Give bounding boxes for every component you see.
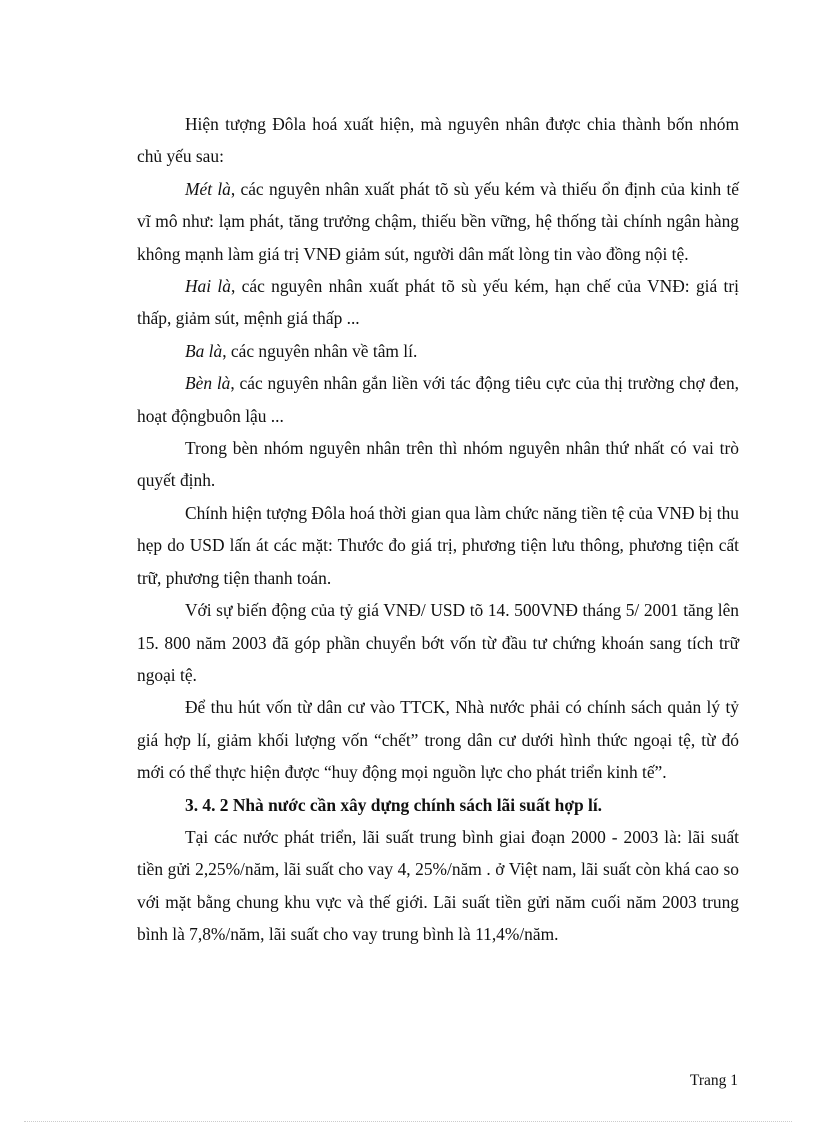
document-body xyxy=(137,108,739,951)
paragraph-reason-4: Bèn là, các nguyên nhân gắn liền với tác động tiêu cực của thị trường chợ đen, hoạt độngbuôn lậu ... xyxy=(137,373,739,426)
paragraph-intro: Hiện tượng Đôla hoá xuất hiện, mà nguyên nhân được chia thành bốn nhóm chủ yếu sau: xyxy=(137,114,739,167)
paragraph-function: Chính hiện tượng Đôla hoá thời gian qua làm chức năng tiền tệ của VNĐ bị thu hẹp do USD lấn át các mặt: Thước đo giá trị, phương tiện lưu thông, phương tiện cất trữ, phương tiện thanh toán. xyxy=(137,502,739,588)
paragraph-reason-1: Mét là, các nguyên nhân xuất phát tõ sù yếu kém và thiếu ổn định của kinh tế vĩ mô như: lạm phát, tăng trưởng chậm, thiếu bền vững, hệ thống tài chính ngân hàng không mạnh làm giá trị VNĐ giảm sút, người dân mất lòng tin vào đồng nội tệ. xyxy=(137,178,739,264)
footer-divider xyxy=(24,1121,792,1122)
paragraph-policy: Để thu hút vốn từ dân cư vào TTCK, Nhà nước phải có chính sách quản lý tỷ giá hợp lí, giảm khối lượng vốn “chết” trong dân cư dưới hình thức ngoại tệ, từ đó mới có thể thực hiện được “huy động mọi nguồn lực cho phát triển kinh tế”. xyxy=(137,697,739,783)
paragraph-interest-rate: Tại các nước phát triển, lãi suất trung bình giai đoạn 2000 - 2003 là: lãi suất tiền gửi 2,25%/năm, lãi suất cho vay 4, 25%/năm . ở Việt nam, lãi suất còn khá cao so với mặt bằng chung khu vực và thế giới. Lãi suất tiền gửi năm cuối năm 2003 trung bình là 7,8%/năm, lãi suất cho vay trung bình là 11,4%/năm. xyxy=(137,826,739,945)
lead-word: Ba là xyxy=(185,340,223,361)
paragraph-exchange-rate: Với sự biến động của tỷ giá VNĐ/ USD tõ 14. 500VNĐ tháng 5/ 2001 tăng lên 15. 800 năm 2003 đã góp phần chuyển bớt vốn từ đầu tư chứng khoán sang tích trữ ngoại tệ. xyxy=(137,600,739,685)
page-number: Trang 1 xyxy=(689,1072,738,1089)
lead-word: Bèn là xyxy=(185,373,231,394)
lead-word: Hai là xyxy=(185,276,231,297)
section-heading: 3. 4. 2 Nhà nước cần xây dựng chính sách lãi suất hợp lí. xyxy=(185,794,603,815)
paragraph-reason-2: Hai là, các nguyên nhân xuất phát tõ sù yếu kém, hạn chế của VNĐ: giá trị thấp, giảm sút, mệnh giá thấp ... xyxy=(137,276,739,329)
paragraph-conclusion: Trong bèn nhóm nguyên nhân trên thì nhóm nguyên nhân thứ nhất có vai trò quyết định. xyxy=(137,438,739,491)
lead-word: Mét là xyxy=(185,178,231,199)
paragraph-reason-3: Ba là, các nguyên nhân về tâm lí. xyxy=(185,340,418,361)
